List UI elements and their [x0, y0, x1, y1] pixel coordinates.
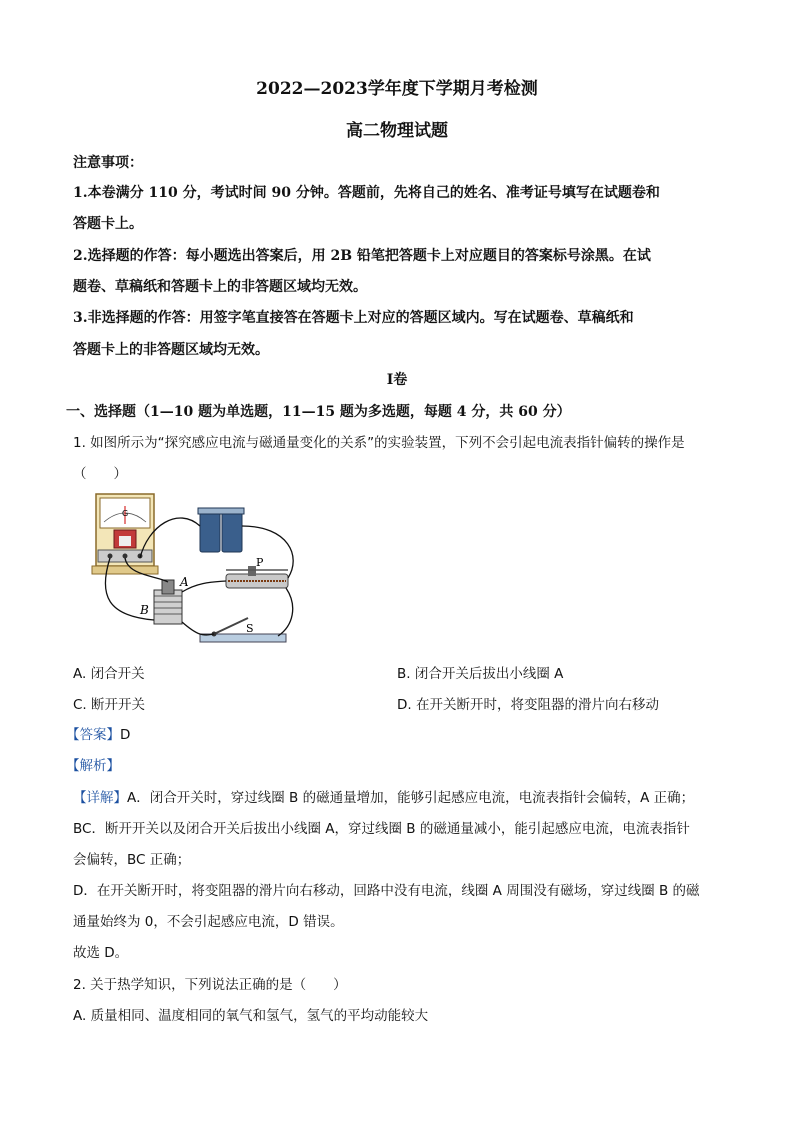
slider-label: P	[256, 556, 264, 569]
detail-line	[73, 786, 694, 806]
switch-label: S	[246, 622, 254, 635]
question-1-option-c: C. 断开开关	[73, 697, 146, 713]
detail-line: 会偏转，BC 正确；	[73, 852, 191, 868]
switch	[200, 618, 286, 642]
coil-a-label: A	[180, 575, 189, 589]
detail-line: D．在开关断开时，将变阻器的滑片向右移动，回路中没有电流，线圈 A 周围没有磁场，穿过线圈 B 的磁	[73, 883, 700, 899]
question-1-option-d: D. 在开关断开时，将变阻器的滑片向右移动	[397, 697, 659, 713]
apparatus-figure	[88, 486, 308, 650]
analysis-tag: 【解析】	[66, 758, 120, 774]
notice-line: 1.本卷满分 110 分，考试时间 90 分钟。答题前，先将自己的姓名、准考证号填写在试题卷和	[73, 185, 660, 201]
question-2-option-a: A. 质量相同、温度相同的氧气和氢气，氢气的平均动能较大	[73, 1008, 429, 1024]
question-1-option-a: A. 闭合开关	[73, 666, 145, 682]
detail-line: BC．断开开关以及闭合开关后拔出小线圈 A，穿过线圈 B 的磁通量减小，能引起感应电流，电流表指针	[73, 821, 690, 837]
question-1-option-b: B. 闭合开关后拔出小线圈 A	[397, 666, 564, 682]
conclusion-line: 故选 D。	[73, 945, 129, 961]
volume-heading: Ⅰ卷	[386, 372, 408, 388]
exam-subtitle: 高二物理试题	[346, 121, 448, 141]
answer-line	[66, 723, 130, 743]
battery	[198, 508, 244, 552]
question-1-stem-bracket: （ ）	[73, 466, 127, 482]
answer-tag: 【答案】	[66, 727, 120, 743]
meter-label: G	[122, 509, 129, 518]
detail-line: 通量始终为 0，不会引起感应电流，D 错误。	[73, 914, 344, 930]
notice-line: 答题卡上的非答题区域均无效。	[73, 342, 269, 358]
galvanometer	[92, 494, 158, 574]
question-2-stem: 2. 关于热学知识，下列说法正确的是（ ）	[73, 977, 347, 993]
exam-title: 2022—2023学年度下学期月考检测	[256, 79, 538, 99]
question-1-stem: 1. 如图所示为“探究感应电流与磁通量变化的关系”的实验装置，下列不会引起电流表指针偏转的操作是	[73, 435, 685, 451]
notice-line: 答题卡上。	[73, 216, 143, 232]
section-heading: 一、选择题（1—10 题为单选题，11—15 题为多选题，每题 4 分，共 60 分）	[66, 404, 571, 420]
answer-value: D	[120, 727, 131, 743]
detail-tag: 【详解】	[73, 790, 127, 806]
notice-line: 3.非选择题的作答：用签字笔直接答在答题卡上对应的答题区域内。写在试题卷、草稿纸和	[73, 310, 634, 326]
notice-line: 题卷、草稿纸和答题卡上的非答题区域均无效。	[73, 279, 367, 295]
detail-text: A．闭合开关时，穿过线圈 B 的磁通量增加，能够引起感应电流，电流表指针会偏转，A 正确；	[127, 790, 695, 806]
rheostat	[226, 556, 288, 588]
coils	[139, 575, 189, 624]
coil-b-label: B	[140, 603, 149, 617]
notice-line: 2.选择题的作答：每小题选出答案后，用 2B 铅笔把答题卡上对应题目的答案标号涂黑。在试	[73, 248, 651, 264]
notice-heading: 注意事项：	[73, 155, 143, 171]
